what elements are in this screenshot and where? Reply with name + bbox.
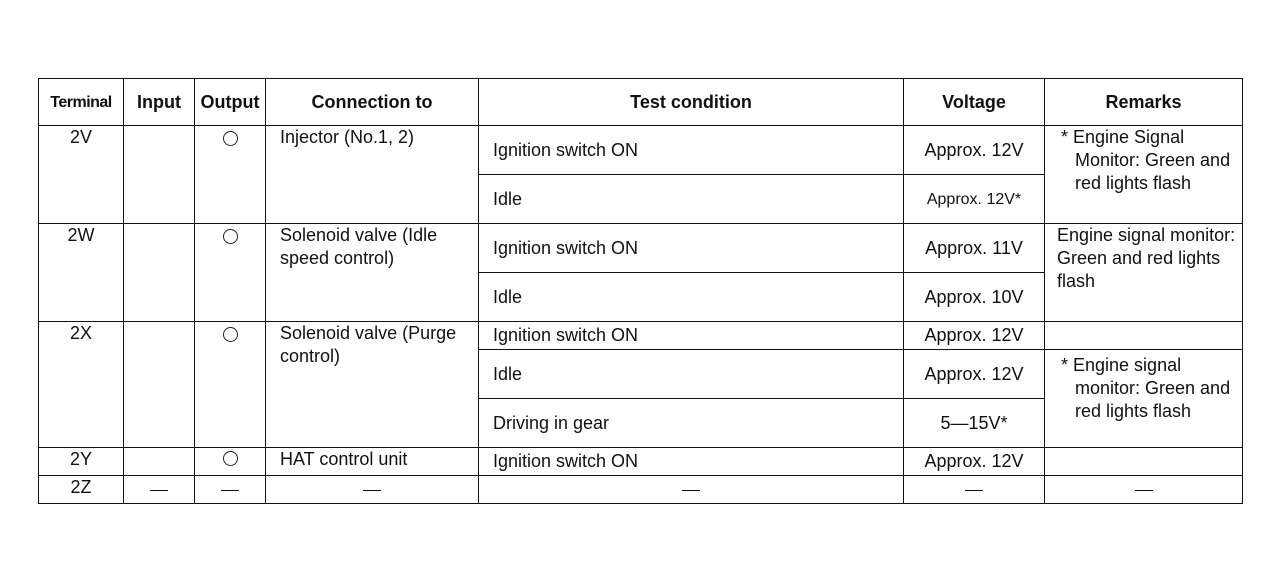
remarks-cell-empty	[1045, 322, 1243, 350]
connection-cell	[266, 476, 479, 504]
table-row	[39, 224, 1243, 273]
voltage-cell: Approx. 12V	[904, 448, 1045, 476]
circle-icon	[223, 327, 238, 342]
connection-cell: HAT control unit	[266, 448, 479, 476]
dash-icon	[682, 490, 700, 491]
input-cell	[124, 126, 195, 224]
voltage-cell: Approx. 12V*	[904, 175, 1045, 224]
table-row	[39, 126, 1243, 175]
header-input: Input	[124, 79, 195, 126]
remarks-cell: * Engine Signal Monitor: Green and red lights flash	[1045, 126, 1243, 224]
remarks-cell: Engine signal monitor: Green and red lights flash	[1045, 224, 1243, 322]
test-condition-cell: Idle	[479, 350, 904, 399]
dash-icon	[363, 490, 381, 491]
test-condition-cell	[479, 476, 904, 504]
terminal-table	[38, 78, 1243, 504]
table-row	[39, 476, 1243, 504]
header-output: Output	[195, 79, 266, 126]
test-condition-cell: Driving in gear	[479, 399, 904, 448]
circle-icon	[223, 131, 238, 146]
header-terminal: Terminal	[39, 79, 124, 126]
terminal-cell: 2Y	[39, 448, 124, 476]
connection-cell: Solenoid valve (Purge control)	[266, 322, 479, 448]
test-condition-cell: Idle	[479, 175, 904, 224]
circle-icon	[223, 229, 238, 244]
test-condition-cell: Ignition switch ON	[479, 224, 904, 273]
dash-icon	[150, 490, 168, 491]
output-cell	[195, 126, 266, 224]
header-remarks: Remarks	[1045, 79, 1243, 126]
voltage-cell: Approx. 12V	[904, 126, 1045, 175]
voltage-cell: Approx. 12V	[904, 350, 1045, 399]
output-cell	[195, 448, 266, 476]
test-condition-cell: Ignition switch ON	[479, 322, 904, 350]
table-row	[39, 448, 1243, 476]
input-cell	[124, 322, 195, 448]
input-cell	[124, 224, 195, 322]
voltage-cell: Approx. 12V	[904, 322, 1045, 350]
voltage-cell: Approx. 10V	[904, 273, 1045, 322]
terminal-cell: 2W	[39, 224, 124, 322]
test-condition-cell: Idle	[479, 273, 904, 322]
test-condition-cell: Ignition switch ON	[479, 126, 904, 175]
dash-icon	[965, 490, 983, 491]
terminal-cell: 2X	[39, 322, 124, 448]
voltage-cell: Approx. 11V	[904, 224, 1045, 273]
output-cell	[195, 224, 266, 322]
remarks-cell: * Engine signal monitor: Green and red lights flash	[1045, 350, 1243, 448]
dash-icon	[1135, 490, 1153, 491]
dash-icon	[221, 490, 239, 491]
test-condition-cell: Ignition switch ON	[479, 448, 904, 476]
terminal-cell: 2Z	[39, 476, 124, 504]
header-connection: Connection to	[266, 79, 479, 126]
connection-cell: Injector (No.1, 2)	[266, 126, 479, 224]
remarks-cell	[1045, 476, 1243, 504]
header-voltage: Voltage	[904, 79, 1045, 126]
remarks-cell	[1045, 448, 1243, 476]
input-cell	[124, 448, 195, 476]
connection-cell: Solenoid valve (Idle speed control)	[266, 224, 479, 322]
output-cell	[195, 322, 266, 448]
output-cell	[195, 476, 266, 504]
input-cell	[124, 476, 195, 504]
terminal-cell: 2V	[39, 126, 124, 224]
voltage-cell: 5—15V*	[904, 399, 1045, 448]
header-test-condition: Test condition	[479, 79, 904, 126]
circle-icon	[223, 451, 238, 466]
table-row	[39, 322, 1243, 350]
voltage-cell	[904, 476, 1045, 504]
header-row	[39, 79, 1243, 126]
